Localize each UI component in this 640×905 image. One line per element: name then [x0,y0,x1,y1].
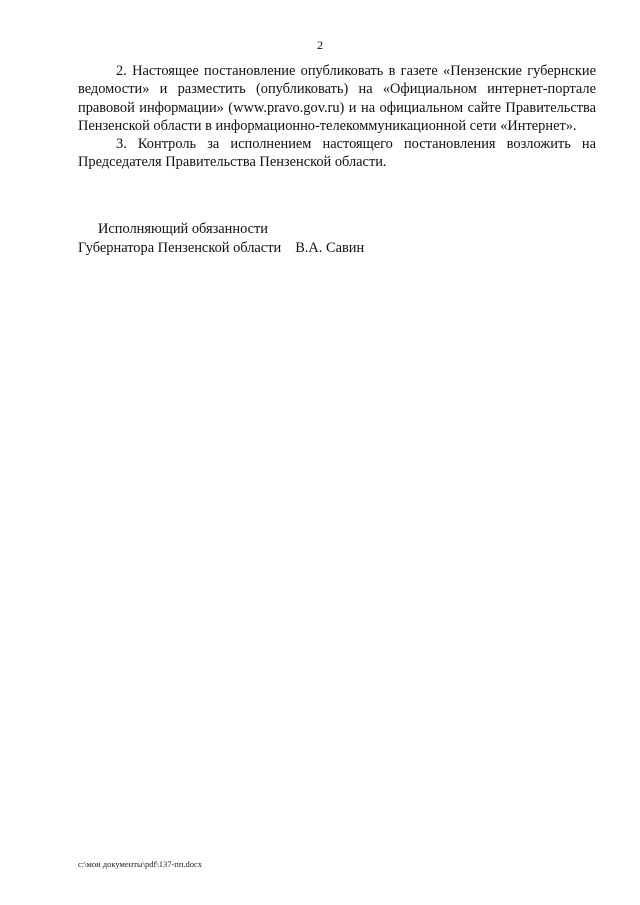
paragraph-publication: 2. Настоящее постановление опубликовать в газете «Пензенские губернские ведомости» и разместить (опубликовать) на «Официальном интернет-портале правовой информации» (www.pravo.gov.ru) и на официальном сайте Правительства Пензенской области в информационно-телекоммуникационной сети «Интернет». [78,63,596,134]
signatory-title-line2: Губернатора Пензенской области [78,239,282,256]
paragraph-control: 3. Контроль за исполнением настоящего постановления возложить на Председателя Правительства Пензенской области. [78,136,596,171]
footer-file-path: c:\мои документы\pdf\137-пп.docx [78,859,203,869]
signature-block [78,220,364,257]
page-number: 2 [317,38,323,52]
signatory-title-row [78,239,364,258]
signatory-name: В.А. Савин [295,239,365,256]
document-body [78,62,596,172]
signatory-title-line1: Исполняющий обязанности [98,221,269,237]
